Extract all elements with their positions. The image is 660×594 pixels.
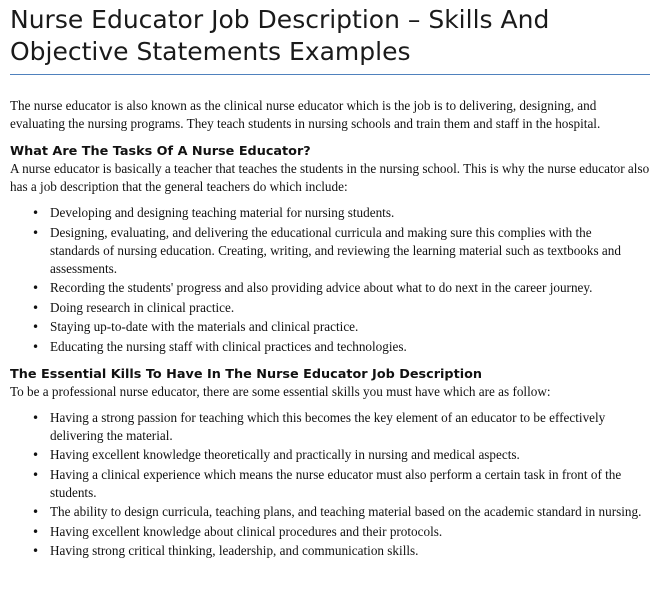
tasks-heading: What Are The Tasks Of A Nurse Educator? xyxy=(10,144,311,159)
skills-heading: The Essential Kills To Have In The Nurse Educator Job Description xyxy=(10,366,482,382)
list-item: • Designing, evaluating, and delivering the educational curricula and making sure this complies with the standards of nursing education. Creating, writing, and reviewing the learning material such as textbooks and assessments. xyxy=(50,224,650,278)
skills-paragraph: To be a professional nurse educator, there are some essential skills you must have which are as follow: xyxy=(10,383,551,399)
skills-list xyxy=(10,409,650,561)
tasks-paragraph: A nurse educator is basically a teacher that teaches the students in the nursing school. This is why the nurse educator also has a job description that the general teachers do which include: xyxy=(10,161,650,194)
intro-paragraph: The nurse educator is also known as the clinical nurse educator which is the job is to delivering, designing, and evaluating the nursing programs. They teach students in nursing schools and train them and staff in the hospital. xyxy=(10,98,601,131)
skills-section xyxy=(10,366,650,561)
tasks-list xyxy=(10,204,650,356)
list-item: • Having a strong passion for teaching which this becomes the key element of an educator to be effectively delivering the material. xyxy=(50,409,650,445)
list-item: • Doing research in clinical practice. xyxy=(50,299,650,317)
list-item: • Staying up-to-date with the materials and clinical practice. xyxy=(50,318,650,336)
list-item: • Having strong critical thinking, leadership, and communication skills. xyxy=(50,542,650,560)
list-item: • Having excellent knowledge theoretically and practically in nursing and medical aspects. xyxy=(50,446,650,464)
tasks-section xyxy=(10,143,650,356)
list-item: • Educating the nursing staff with clinical practices and technologies. xyxy=(50,338,650,356)
document-title: Nurse Educator Job Description – Skills And Objective Statements Examples xyxy=(10,4,650,75)
list-item: • Developing and designing teaching material for nursing students. xyxy=(50,204,650,222)
list-item: • The ability to design curricula, teaching plans, and teaching material based on the academic standard in nursing. xyxy=(50,503,650,521)
list-item: • Having a clinical experience which means the nurse educator must also perform a certain task in front of the students. xyxy=(50,466,650,502)
list-item: • Recording the students' progress and also providing advice about what to do next in the career journey. xyxy=(50,279,650,297)
list-item: • Having excellent knowledge about clinical procedures and their protocols. xyxy=(50,523,650,541)
